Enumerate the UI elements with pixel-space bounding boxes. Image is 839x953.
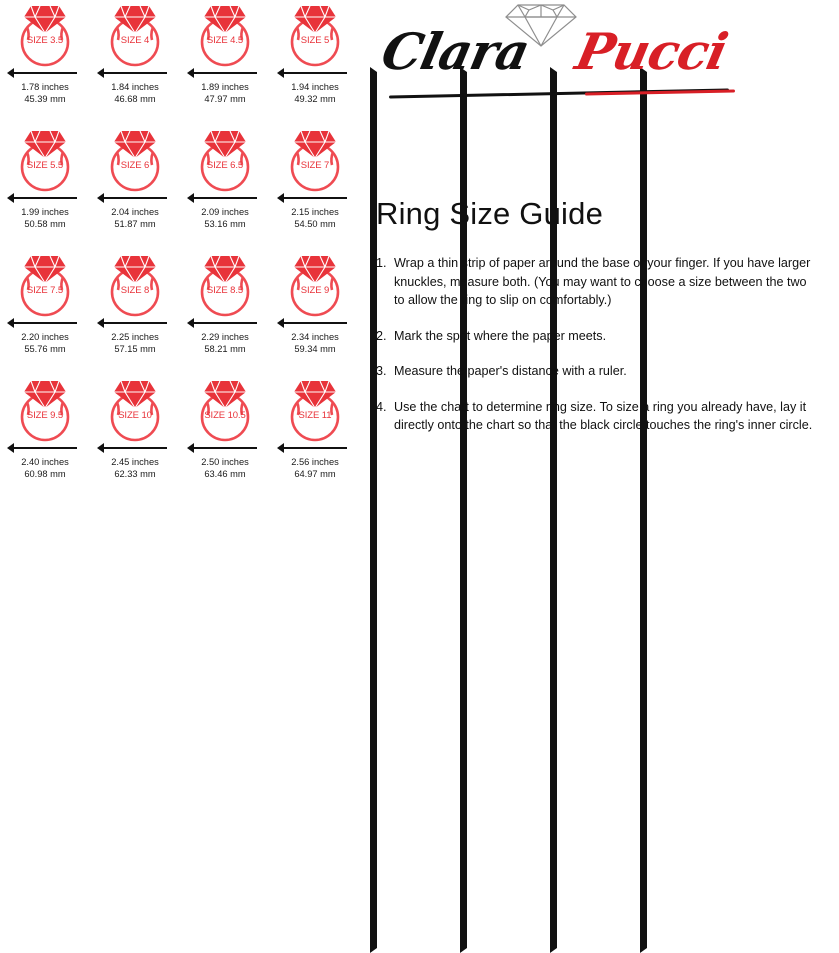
step-number: 1. xyxy=(376,256,387,270)
ring-icon xyxy=(187,252,263,318)
ring-inches: 1.89 inches xyxy=(201,82,249,92)
list-item xyxy=(376,254,814,310)
ring-mm: 53.16 mm xyxy=(204,218,246,229)
ring-size-label: SIZE 9 xyxy=(300,285,330,296)
ring-size-cell xyxy=(0,125,90,250)
ring-icon xyxy=(7,2,83,68)
ring-icon xyxy=(97,2,173,68)
ring-inches: 1.78 inches xyxy=(21,82,69,92)
guide-panel xyxy=(363,0,839,501)
step-text: Wrap a thin strip of paper around the base of your finger. If you have larger knuckles, measure both. (You may want to choose a size between the two to allow the ring to slip on comfortably.) xyxy=(394,256,811,307)
ring-size-label: SIZE 5.5 xyxy=(26,160,64,171)
ring-measurements xyxy=(201,332,249,355)
ring-size-label: SIZE 11 xyxy=(298,410,332,421)
instruction-list xyxy=(376,254,814,435)
ring-mm: 58.21 mm xyxy=(204,343,246,354)
chart-row xyxy=(0,0,360,125)
diameter-arrow xyxy=(97,192,173,204)
step-text: Use the chart to determine ring size. To size a ring you already have, lay it directly onto the chart so that the black circle touches the ring's inner circle. xyxy=(394,399,813,432)
ring-icon xyxy=(277,377,353,443)
ring-size-cell xyxy=(180,375,270,500)
ring-inches: 2.09 inches xyxy=(201,207,249,217)
ring-icon xyxy=(97,252,173,318)
ring-inches: 2.34 inches xyxy=(291,332,339,342)
ring-inches: 2.25 inches xyxy=(111,332,159,342)
diameter-arrow xyxy=(7,192,83,204)
ring-size-label: SIZE 8 xyxy=(120,285,150,296)
diameter-arrow xyxy=(97,317,173,329)
ring-icon xyxy=(97,127,173,193)
ring-size-cell xyxy=(90,375,180,500)
ring-size-label: SIZE 4 xyxy=(120,35,150,46)
ring-size-label: SIZE 8.5 xyxy=(206,285,244,296)
ring-measurements xyxy=(111,332,159,355)
step-number: 2. xyxy=(376,328,387,343)
step-number: 3. xyxy=(376,364,387,378)
diameter-arrow xyxy=(7,442,83,454)
ring-inches: 2.29 inches xyxy=(201,332,249,342)
ring-mm: 64.97 mm xyxy=(294,468,336,479)
step-text: Measure the paper's distance with a ruler. xyxy=(394,364,627,378)
ring-measurements xyxy=(21,207,69,230)
ring-measurements xyxy=(201,82,249,105)
ring-size-label: SIZE 10.5 xyxy=(204,410,246,421)
diameter-arrow xyxy=(187,67,263,79)
ring-size-cell xyxy=(180,250,270,375)
ring-size-cell xyxy=(90,125,180,250)
ring-icon xyxy=(7,252,83,318)
ring-inches: 2.20 inches xyxy=(21,332,69,342)
ring-measurements xyxy=(111,82,159,105)
ring-inches: 2.45 inches xyxy=(111,457,159,467)
ring-inches: 2.04 inches xyxy=(111,207,159,217)
ring-inches: 1.84 inches xyxy=(111,82,159,92)
chart-row xyxy=(0,375,360,500)
ring-measurements xyxy=(21,457,69,480)
diameter-arrow xyxy=(277,442,353,454)
ring-size-cell xyxy=(90,250,180,375)
ring-icon xyxy=(277,2,353,68)
ring-inches: 1.99 inches xyxy=(21,207,69,217)
ring-measurements xyxy=(291,332,339,355)
ring-mm: 55.76 mm xyxy=(24,343,66,354)
step-text: Mark the spot where the paper meets. xyxy=(394,328,607,343)
diameter-arrow xyxy=(97,67,173,79)
ring-mm: 50.58 mm xyxy=(24,218,66,229)
diameter-arrow xyxy=(187,317,263,329)
ring-mm: 59.34 mm xyxy=(294,343,336,354)
ring-size-cell xyxy=(270,0,360,125)
ring-size-cell xyxy=(0,250,90,375)
ring-icon xyxy=(187,377,263,443)
ring-size-label: SIZE 4.5 xyxy=(206,35,244,46)
ring-inches: 2.15 inches xyxy=(291,207,339,217)
ring-measurements xyxy=(21,82,69,105)
diameter-arrow xyxy=(97,442,173,454)
diameter-arrow xyxy=(187,192,263,204)
ring-measurements xyxy=(291,207,339,230)
ring-mm: 62.33 mm xyxy=(114,468,156,479)
ring-size-cell xyxy=(270,375,360,500)
diameter-arrow xyxy=(277,192,353,204)
step-number: 4. xyxy=(376,399,387,414)
ring-icon xyxy=(187,127,263,193)
ring-measurements xyxy=(111,207,159,230)
ring-measurements xyxy=(291,457,339,480)
diameter-arrow xyxy=(187,442,263,454)
ring-size-label: SIZE 5 xyxy=(300,35,330,46)
ring-size-label: SIZE 3.5 xyxy=(26,35,64,46)
chart-row xyxy=(0,125,360,250)
ring-mm: 47.97 mm xyxy=(204,93,246,104)
chart-row xyxy=(0,250,360,375)
ring-size-label: SIZE 10 xyxy=(118,410,152,421)
brand-name-first: Clara xyxy=(376,22,535,81)
ring-size-cell xyxy=(180,125,270,250)
diameter-arrow xyxy=(277,67,353,79)
diameter-arrow xyxy=(7,317,83,329)
ring-size-cell xyxy=(0,375,90,500)
ring-mm: 54.50 mm xyxy=(294,218,336,229)
ring-mm: 46.68 mm xyxy=(114,93,156,104)
ring-icon xyxy=(7,127,83,193)
diameter-arrow xyxy=(7,67,83,79)
ring-inches: 1.94 inches xyxy=(291,82,339,92)
ring-icon xyxy=(97,377,173,443)
ring-mm: 45.39 mm xyxy=(24,93,66,104)
diameter-arrow xyxy=(277,317,353,329)
list-item xyxy=(376,327,814,346)
brand-name-second: Pucci xyxy=(570,22,733,81)
ring-icon xyxy=(7,377,83,443)
list-item xyxy=(376,398,814,435)
brand-logo xyxy=(363,0,839,110)
ring-icon xyxy=(277,127,353,193)
ring-mm: 63.46 mm xyxy=(204,468,246,479)
ring-measurements xyxy=(291,82,339,105)
ring-size-cell xyxy=(90,0,180,125)
ring-mm: 60.98 mm xyxy=(24,468,66,479)
ring-measurements xyxy=(201,207,249,230)
ring-measurements xyxy=(201,457,249,480)
ring-size-chart xyxy=(0,0,360,501)
ring-size-label: SIZE 7 xyxy=(300,160,330,171)
ring-inches: 2.56 inches xyxy=(291,457,339,467)
ring-size-cell xyxy=(270,250,360,375)
ring-icon xyxy=(187,2,263,68)
page-title: Ring Size Guide xyxy=(376,196,604,231)
ring-inches: 2.40 inches xyxy=(21,457,69,467)
list-item xyxy=(376,362,814,381)
ring-size-label: SIZE 6.5 xyxy=(206,160,244,171)
ring-size-label: SIZE 7.5 xyxy=(26,285,64,296)
ring-inches: 2.50 inches xyxy=(201,457,249,467)
ring-mm: 57.15 mm xyxy=(114,343,156,354)
ring-size-cell xyxy=(270,125,360,250)
ring-mm: 51.87 mm xyxy=(114,218,156,229)
ring-measurements xyxy=(111,457,159,480)
ring-size-cell xyxy=(180,0,270,125)
ring-size-label: SIZE 9.5 xyxy=(26,410,64,421)
ring-measurements xyxy=(21,332,69,355)
ring-size-label: SIZE 6 xyxy=(120,160,150,171)
ring-size-cell xyxy=(0,0,90,125)
ring-icon xyxy=(277,252,353,318)
ring-mm: 49.32 mm xyxy=(294,93,336,104)
